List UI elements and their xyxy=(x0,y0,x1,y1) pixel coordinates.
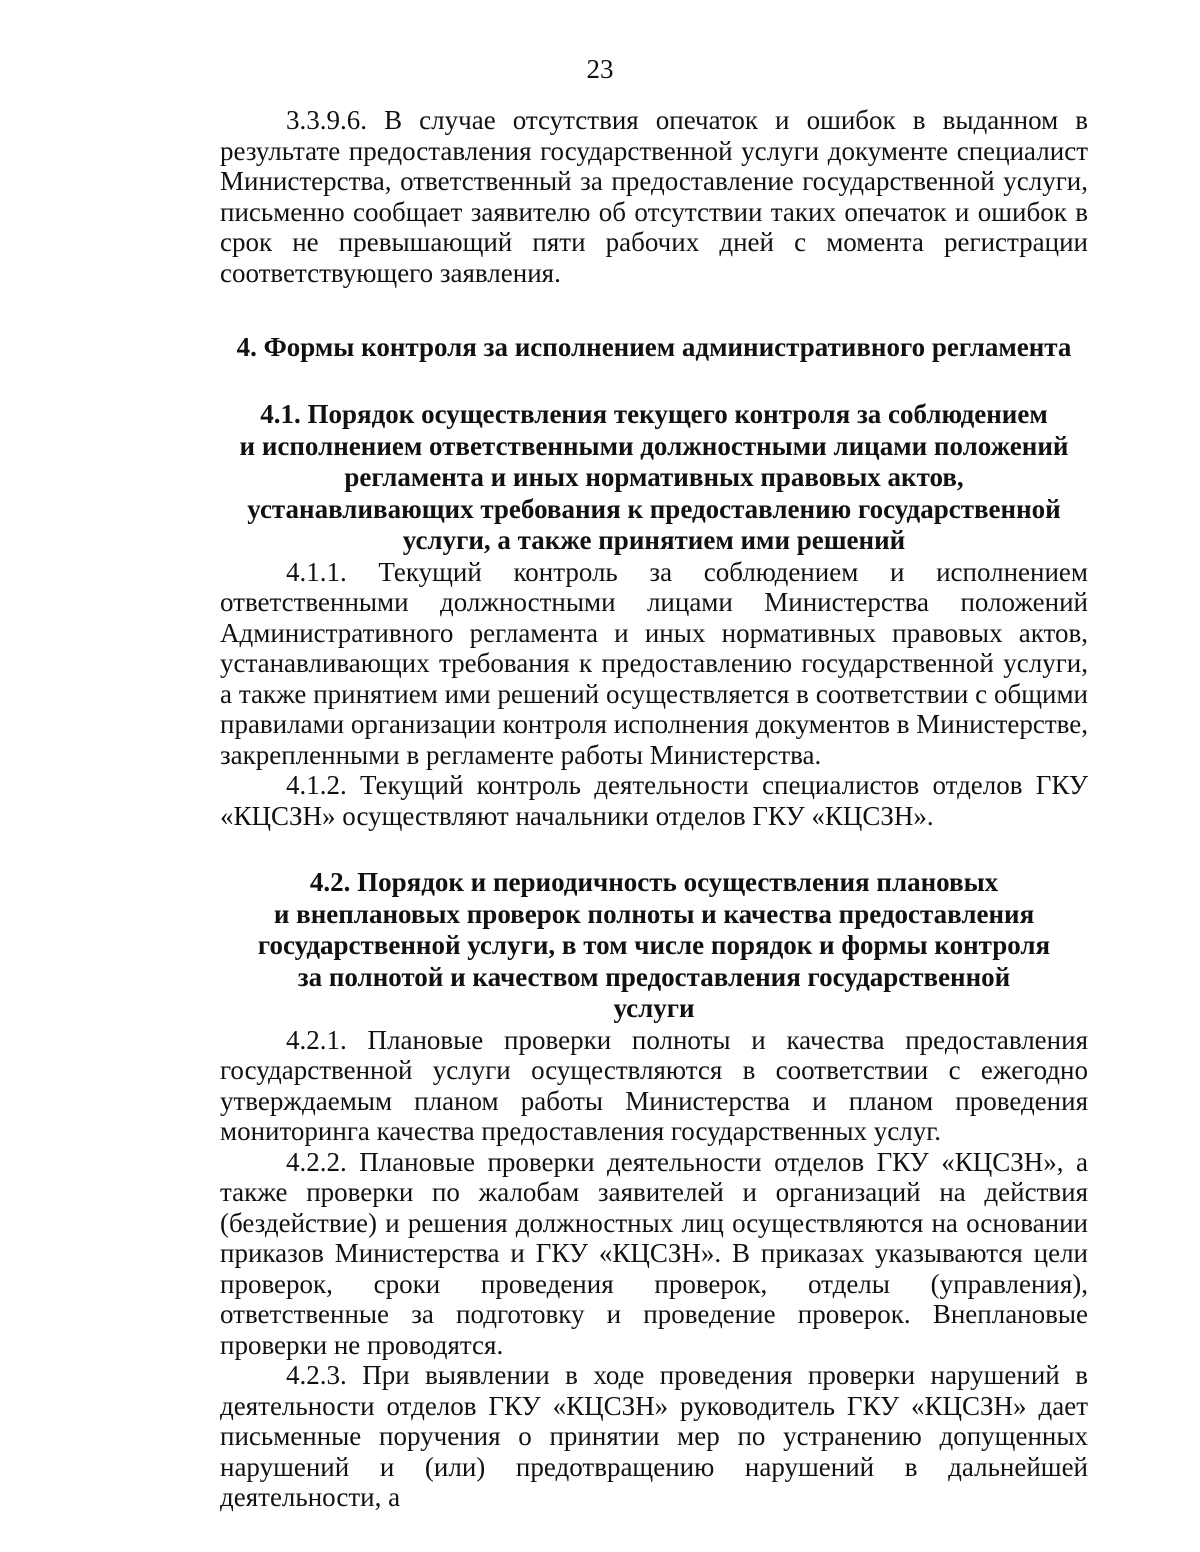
page-number: 23 xyxy=(586,54,614,84)
paragraph-4-2-2: 4.2.2. Плановые проверки деятельности отделов ГКУ «КЦСЗН», а также проверки по жалобам заявителей и организаций на действия (бездействие) и решения должностных лиц осуществляются на основании приказов Министерства и ГКУ «КЦСЗН». В приказах указываются цели проверок, сроки проведения проверок, отделы (управления), ответственные за подготовку и проведение проверок. Внеплановые проверки не проводятся. xyxy=(220,1146,1088,1360)
heading-line: услуги, а также принятием ими решений xyxy=(402,525,906,555)
heading-line: устанавливающих требования к предоставлению государственной xyxy=(247,493,1061,524)
paragraph-3-3-9-6: 3.3.9.6. В случае отсутствия опечаток и ошибок в выданном в результате предоставления государственной услуги документе специалист Министерства, ответственный за предоставление государственной услуги, письменно сообщает заявителю об отсутствии таких опечаток и ошибок в срок не превышающий пяти рабочих дней с момента регистрации соответствующего заявления. xyxy=(220,105,1088,288)
section-4-1-heading xyxy=(220,399,1088,557)
paragraph-4-1-2: 4.1.2. Текущий контроль деятельности специалистов отделов ГКУ «КЦСЗН» осуществляют начальники отделов ГКУ «КЦСЗН». xyxy=(220,770,1088,831)
paragraph-4-1-1: 4.1.1. Текущий контроль за соблюдением и исполнением ответственными должностными лицами Министерства положений Административного регламента и иных нормативных правовых актов, устанавливающих требования к предоставлению государственной услуги, а также принятием ими решений осуществляется в соответствии с общими правилами организации контроля исполнения документов в Министерстве, закрепленными в регламенте работы Министерства. xyxy=(220,556,1088,770)
section-4-heading: 4. Формы контроля за исполнением административного регламента xyxy=(236,332,1072,362)
heading-line: и исполнением ответственными должностными лицами положений xyxy=(239,430,1069,461)
heading-line: и внеплановых проверок полноты и качества предоставления xyxy=(273,898,1035,929)
heading-line: услуги xyxy=(613,993,695,1023)
heading-line: за полнотой и качеством предоставления государственной xyxy=(297,961,1011,992)
section-4-2-heading xyxy=(220,867,1088,1025)
heading-line: государственной услуги, в том числе порядок и формы контроля xyxy=(257,930,1051,960)
heading-line: регламента и иных нормативных правовых актов, xyxy=(344,462,964,492)
paragraph-4-2-1: 4.2.1. Плановые проверки полноты и качества предоставления государственной услуги осуществляются в соответствии с ежегодно утверждаемым планом работы Министерства и планом проведения мониторинга качества предоставления государственных услуг. xyxy=(220,1024,1088,1146)
heading-line: 4.2. Порядок и периодичность осуществления плановых xyxy=(309,867,999,897)
document-body xyxy=(220,105,1088,1513)
heading-line: 4.1. Порядок осуществления текущего контроля за соблюдением xyxy=(260,399,1048,429)
paragraph-4-2-3: 4.2.3. При выявлении в ходе проведения проверки нарушений в деятельности отделов ГКУ «КЦСЗН» руководитель ГКУ «КЦСЗН» дает письменные поручения о принятии мер по устранению допущенных нарушений и (или) предотвращению нарушений в дальнейшей деятельности, а xyxy=(220,1360,1088,1512)
